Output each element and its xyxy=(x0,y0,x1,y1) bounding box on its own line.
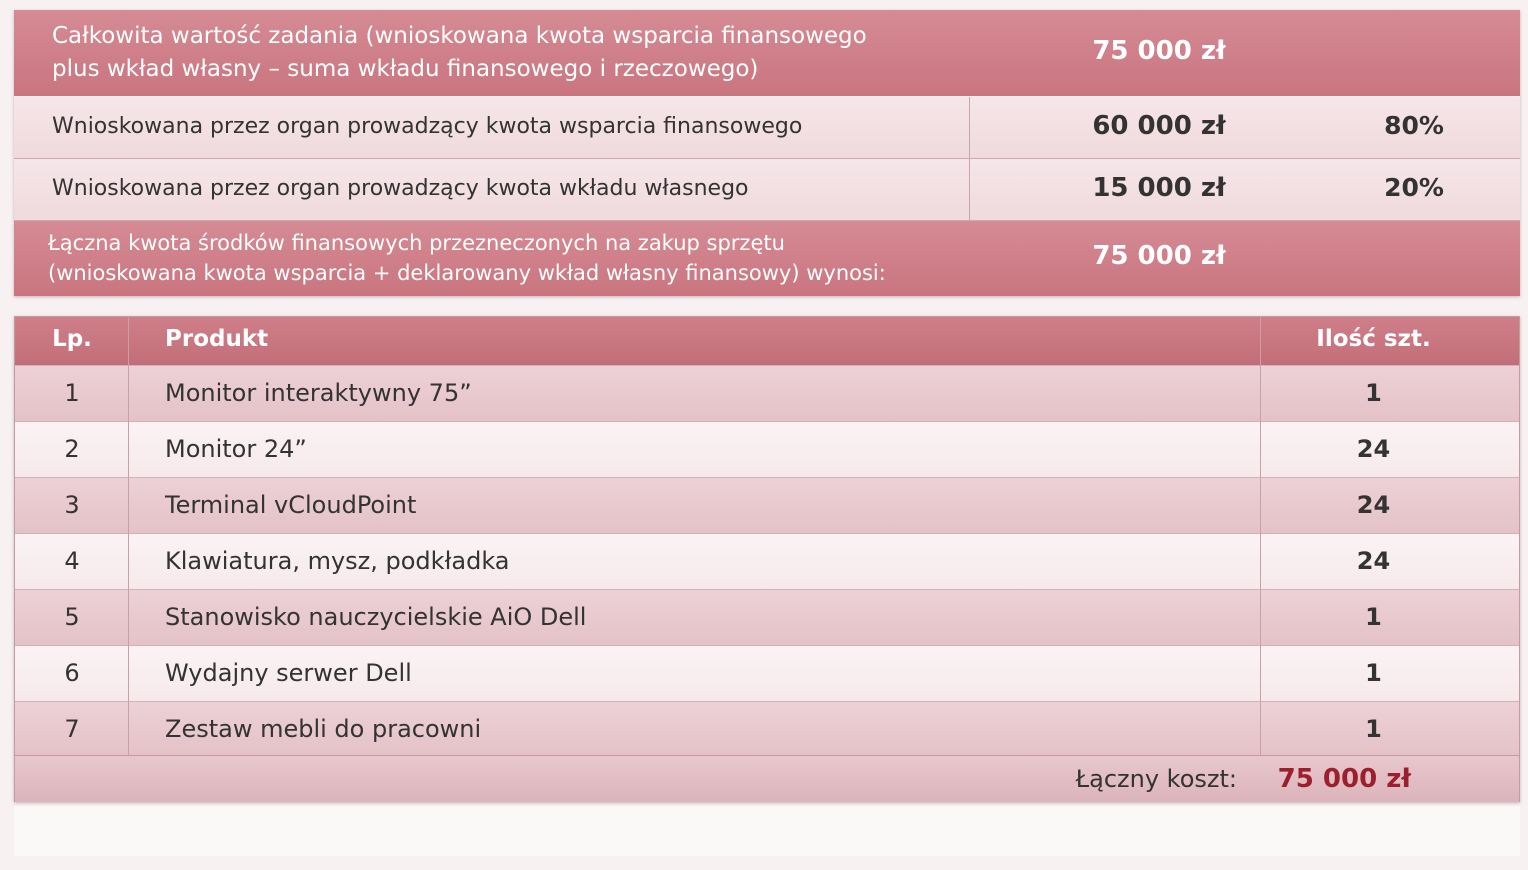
total-cost-row xyxy=(15,755,1519,802)
combined-amount-value: 75 000 zł xyxy=(1092,241,1226,271)
support-label: Wnioskowana przez organ prowadzący kwota wsparcia finansowego xyxy=(52,114,803,139)
table-row xyxy=(15,589,1519,645)
header-lp: Lp. xyxy=(52,326,92,352)
row-qty: 1 xyxy=(1365,659,1382,687)
row-product: Wydajny serwer Dell xyxy=(165,659,412,687)
row-product: Klawiatura, mysz, podkładka xyxy=(165,547,510,575)
total-value-amount: 75 000 zł xyxy=(1092,36,1226,66)
row-lp: 4 xyxy=(64,547,80,575)
products-table xyxy=(14,316,1520,802)
table-row xyxy=(15,365,1519,421)
support-amount: 60 000 zł xyxy=(1092,111,1226,141)
row-lp: 1 xyxy=(64,379,80,407)
support-row xyxy=(14,97,1520,159)
row-product: Zestaw mebli do pracowni xyxy=(165,715,482,743)
total-value-label-line1: Całkowita wartość zadania (wnioskowana kwota wsparcia finansowego xyxy=(52,23,867,49)
column-divider xyxy=(969,97,970,158)
row-qty: 24 xyxy=(1356,547,1391,575)
column-divider xyxy=(128,317,129,755)
row-qty: 1 xyxy=(1365,603,1382,631)
row-lp: 7 xyxy=(64,715,80,743)
table-row xyxy=(15,477,1519,533)
row-lp: 2 xyxy=(64,435,80,463)
row-qty: 24 xyxy=(1356,435,1391,463)
column-divider xyxy=(969,159,970,220)
combined-amount-label-line1: Łączna kwota środków finansowych przezneczonych na zakup sprzętu xyxy=(48,231,785,255)
row-qty: 1 xyxy=(1365,715,1382,743)
row-product: Monitor interaktywny 75” xyxy=(165,379,472,407)
combined-amount-label-line2: (wnioskowana kwota wsparcia + deklarowany wkład własny finansowy) wynosi: xyxy=(48,261,886,285)
total-value-row xyxy=(14,10,1520,96)
row-qty: 1 xyxy=(1365,379,1382,407)
row-qty: 24 xyxy=(1356,491,1391,519)
row-lp: 3 xyxy=(64,491,80,519)
row-product: Stanowisko nauczycielskie AiO Dell xyxy=(165,603,587,631)
support-percent: 80% xyxy=(1384,111,1444,140)
row-product: Terminal vCloudPoint xyxy=(165,491,417,519)
products-table-header xyxy=(15,317,1519,365)
combined-amount-label xyxy=(48,228,886,288)
row-lp: 6 xyxy=(64,659,80,687)
own-contribution-amount: 15 000 zł xyxy=(1092,173,1226,203)
header-qty: Ilość szt. xyxy=(1316,326,1431,352)
column-divider xyxy=(1260,317,1261,755)
table-row xyxy=(15,645,1519,701)
financial-summary-table xyxy=(14,10,1520,296)
total-value-label xyxy=(52,20,867,86)
row-product: Monitor 24” xyxy=(165,435,307,463)
own-contribution-percent: 20% xyxy=(1384,173,1444,202)
page-footer-area xyxy=(14,806,1520,856)
table-row xyxy=(15,533,1519,589)
total-cost-value: 75 000 zł xyxy=(1277,764,1411,794)
total-value-label-line2: plus wkład własny – suma wkładu finansowego i rzeczowego) xyxy=(52,56,759,82)
table-row xyxy=(15,701,1519,755)
own-contribution-label: Wnioskowana przez organ prowadzący kwota wkładu własnego xyxy=(52,176,749,201)
header-product: Produkt xyxy=(165,326,269,352)
own-contribution-row xyxy=(14,159,1520,221)
table-row xyxy=(15,421,1519,477)
combined-amount-row xyxy=(14,221,1520,296)
total-cost-label: Łączny koszt: xyxy=(1075,765,1237,793)
row-lp: 5 xyxy=(64,603,80,631)
